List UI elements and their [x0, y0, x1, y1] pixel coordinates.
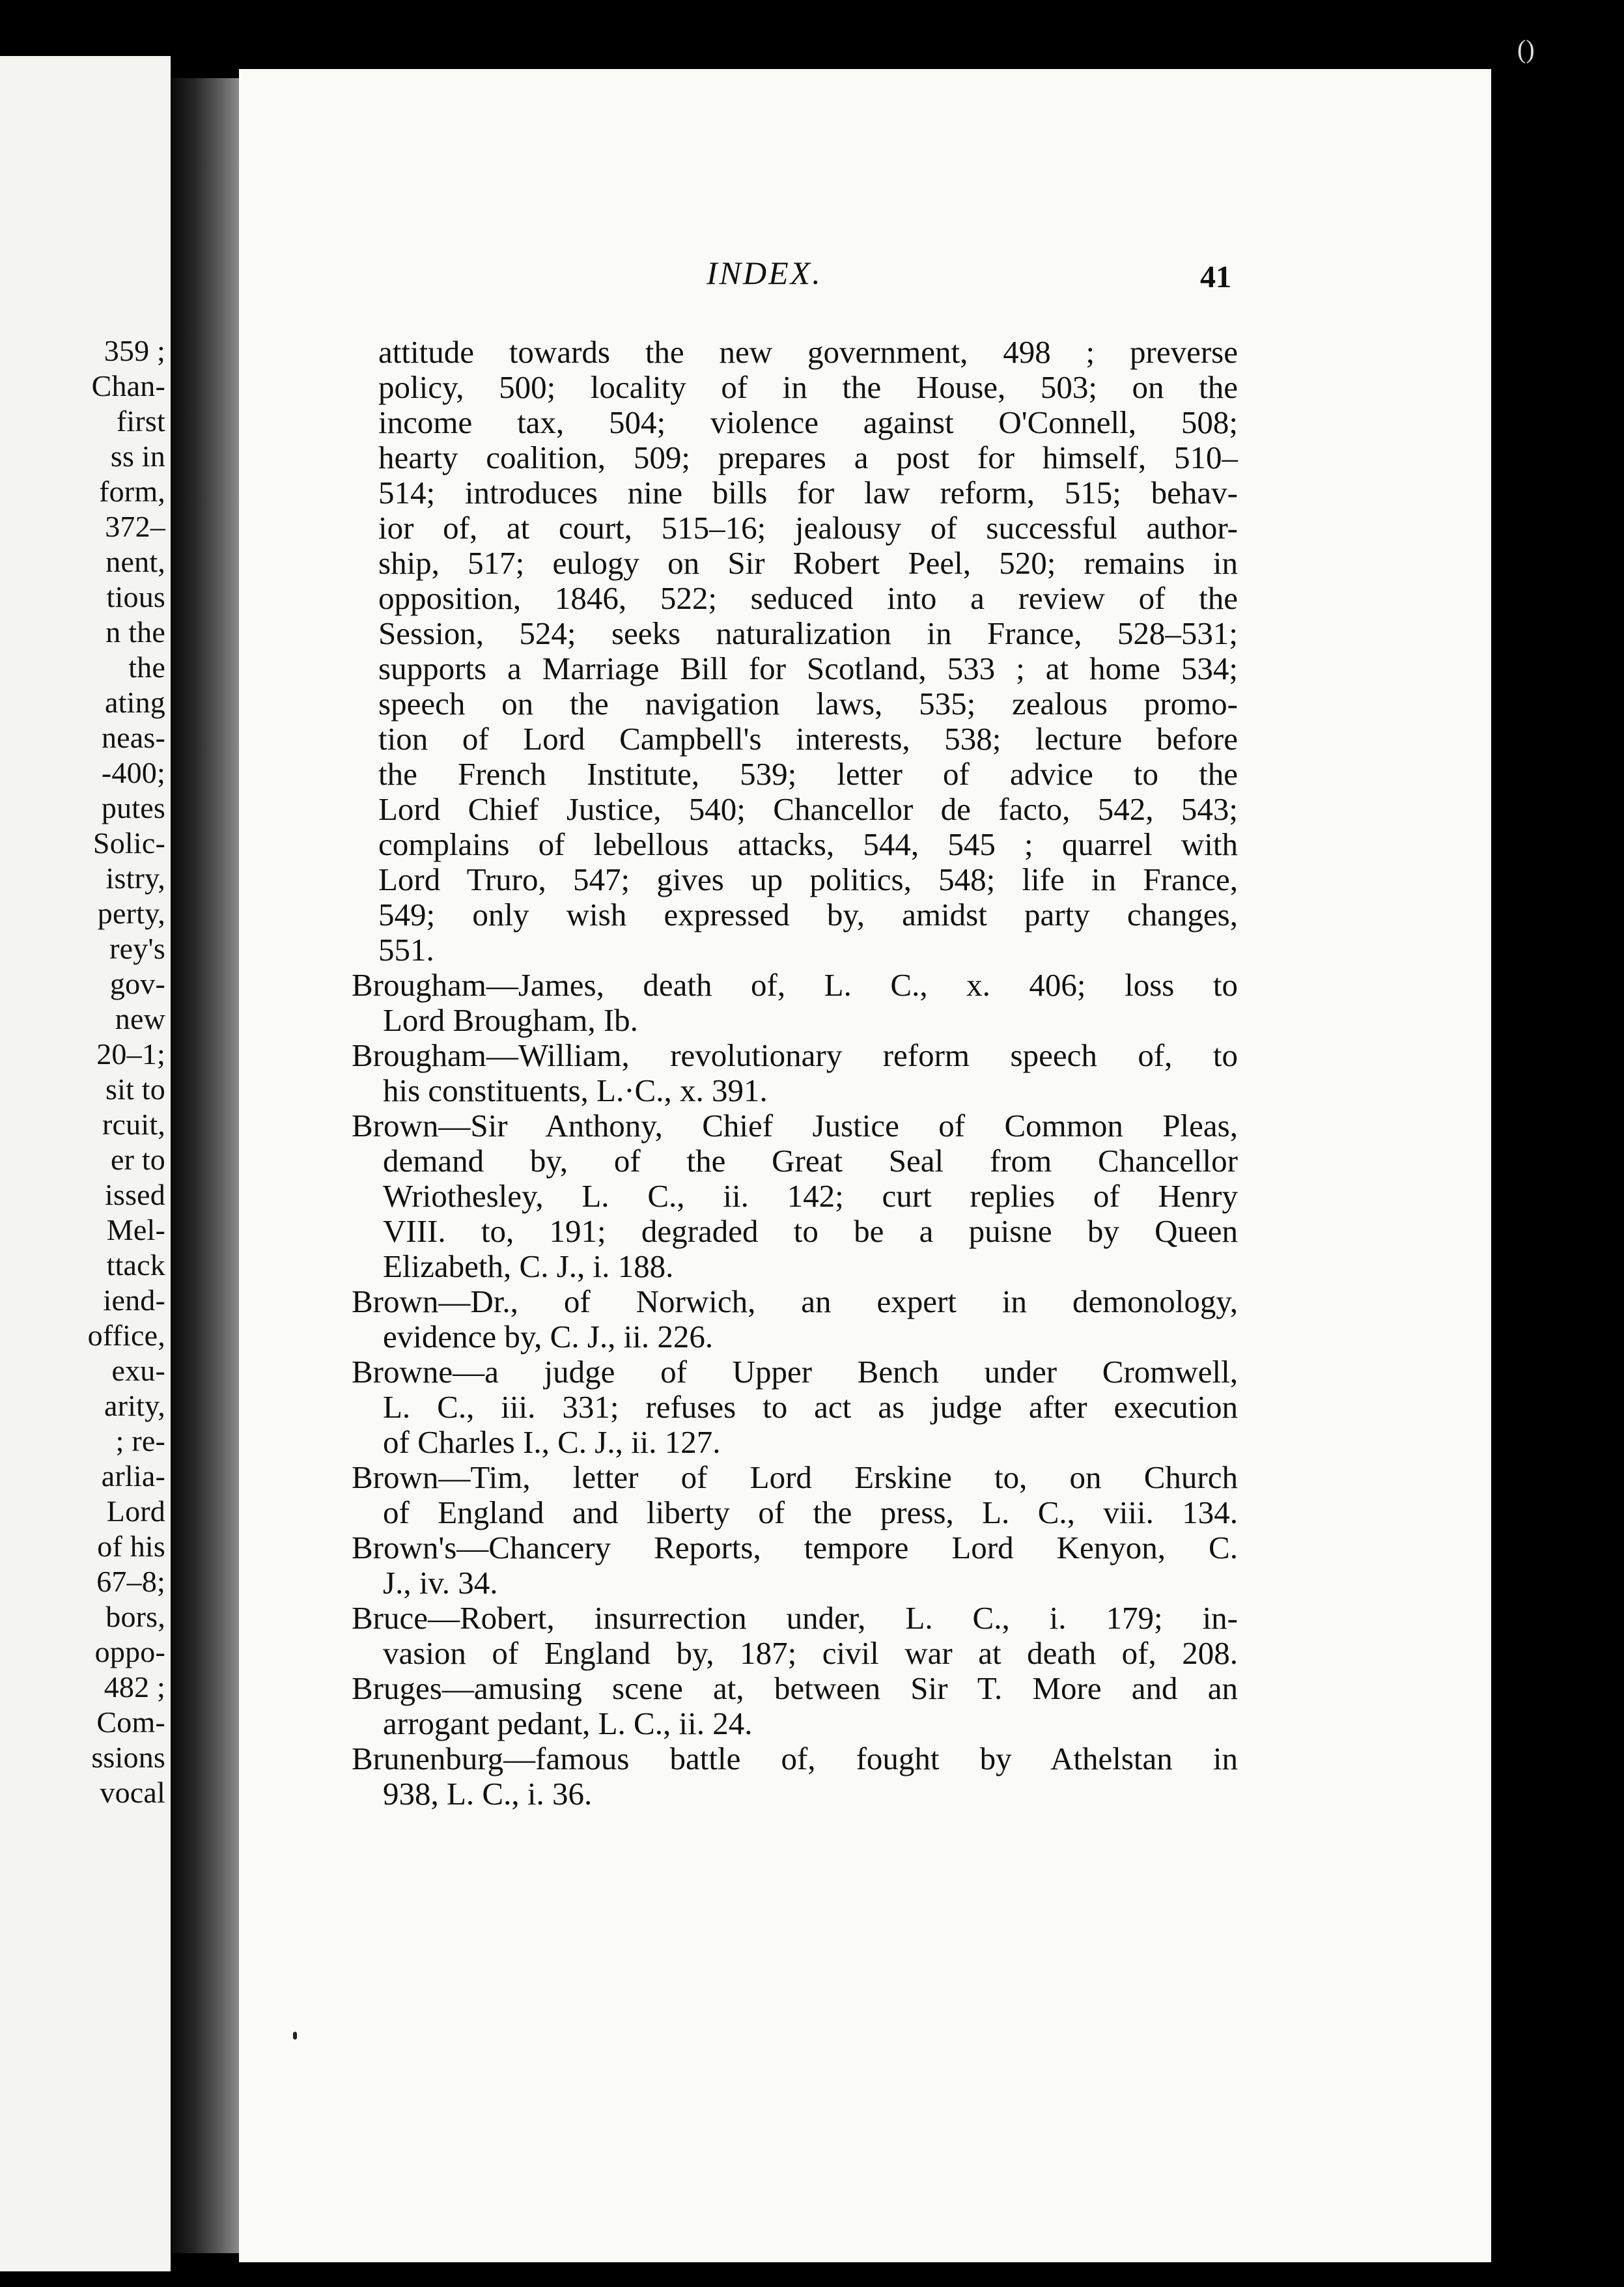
- index-line: complains of lebellous attacks, 544, 545 ; quarrel with: [378, 826, 1238, 862]
- facing-page-line: 67–8;: [96, 1565, 165, 1598]
- facing-page-line: 482 ;: [104, 1670, 165, 1704]
- index-entry-heading: Brown—Sir Anthony, Chief Justice of Common Pleas,: [352, 1108, 1238, 1144]
- facing-page-line: oppo-: [94, 1635, 165, 1668]
- index-line: 551.: [378, 932, 434, 968]
- facing-page-line: putes: [101, 791, 165, 824]
- index-line: Wriothesley, L. C., ii. 142; curt replies of Henry: [383, 1178, 1238, 1214]
- facing-page-line: office,: [87, 1319, 165, 1352]
- facing-page-line: istry,: [105, 862, 165, 895]
- index-entry-heading: Brown's—Chancery Reports, tempore Lord Kenyon, C.: [352, 1530, 1238, 1565]
- index-line: arrogant pedant, L. C., ii. 24.: [383, 1705, 753, 1741]
- facing-page-line: arity,: [104, 1389, 165, 1422]
- facing-page-line: 359 ;: [104, 334, 165, 367]
- index-line: income tax, 504; violence against O'Connell, 508;: [378, 404, 1238, 440]
- facing-page-line: 372–: [105, 510, 165, 543]
- facing-page-line: Chan-: [91, 369, 165, 402]
- book-gutter: [171, 78, 239, 2253]
- facing-page-line: ss in: [110, 440, 165, 473]
- facing-page-line: bors,: [105, 1600, 165, 1633]
- facing-page-line: vocal: [100, 1776, 165, 1809]
- facing-page-line: rcuit,: [102, 1108, 165, 1141]
- index-line: 549; only wish expressed by, amidst party changes,: [378, 897, 1238, 933]
- index-line: supports a Marriage Bill for Scotland, 533 ; at home 534;: [378, 651, 1238, 686]
- facing-page-line: 20–1;: [96, 1037, 165, 1071]
- index-line: L. C., iii. 331; refuses to act as judge after execution: [383, 1389, 1238, 1425]
- index-line: demand by, of the Great Seal from Chancellor: [383, 1143, 1238, 1179]
- facing-page-line: arlia-: [101, 1459, 165, 1493]
- index-entry-heading: Brown—Dr., of Norwich, an expert in demonology,: [352, 1284, 1238, 1319]
- facing-page-line: new: [115, 1002, 165, 1035]
- facing-page-line: n the: [105, 615, 165, 649]
- facing-page-line: ssions: [91, 1741, 165, 1774]
- facing-page-line: ating: [105, 686, 165, 719]
- facing-page-line: perty,: [97, 897, 165, 930]
- facing-page-fragment: [0, 56, 171, 2271]
- page-number: 41: [1200, 260, 1231, 294]
- index-line: Lord Chief Justice, 540; Chancellor de facto, 542, 543;: [378, 791, 1238, 827]
- index-line: vasion of England by, 187; civil war at death of, 208.: [383, 1635, 1238, 1671]
- facing-page-line: tious: [106, 580, 165, 613]
- facing-page-line: iend-: [103, 1284, 165, 1317]
- index-line: attitude towards the new government, 498 ; preverse: [378, 334, 1238, 370]
- facing-page-line: -400;: [101, 756, 165, 789]
- facing-page-line: Mel-: [106, 1213, 165, 1246]
- index-line: speech on the navigation laws, 535; zealous promo-: [378, 686, 1238, 722]
- scan-edge-mark: (): [1517, 35, 1535, 64]
- facing-page-line: ; re-: [115, 1424, 165, 1457]
- index-line: VIII. to, 191; degraded to be a puisne by Queen: [383, 1213, 1238, 1249]
- index-line: 514; introduces nine bills for law reform, 515; behav-: [378, 475, 1238, 511]
- facing-page-line: first: [116, 404, 165, 438]
- index-entry-heading: Brown—Tim, letter of Lord Erskine to, on Church: [352, 1459, 1238, 1495]
- index-entry-heading: Browne—a judge of Upper Bench under Cromwell,: [352, 1354, 1238, 1390]
- facing-page-line: form,: [99, 475, 165, 508]
- facing-page-line: the: [128, 651, 165, 684]
- index-line: hearty coalition, 509; prepares a post for himself, 510–: [378, 440, 1238, 475]
- index-line: Elizabeth, C. J., i. 188.: [383, 1248, 674, 1284]
- index-line: 938, L. C., i. 36.: [383, 1776, 593, 1812]
- facing-page-line: Com-: [96, 1705, 165, 1739]
- facing-page-line: ttack: [106, 1248, 165, 1282]
- index-line: Lord Brougham, Ib.: [383, 1002, 638, 1038]
- index-entry-heading: Bruges—amusing scene at, between Sir T. More and an: [352, 1670, 1238, 1706]
- facing-page-line: Solic-: [92, 826, 165, 860]
- index-entry-heading: Brougham—William, revolutionary reform speech of, to: [352, 1037, 1238, 1073]
- index-line: of England and liberty of the press, L. C., viii. 134.: [383, 1494, 1238, 1530]
- index-entry-heading: Brunenburg—famous battle of, fought by Athelstan in: [352, 1741, 1238, 1776]
- facing-page-line: nent,: [105, 545, 165, 578]
- facing-page-line: er to: [110, 1143, 165, 1176]
- index-line: policy, 500; locality of in the House, 503; on the: [378, 369, 1238, 405]
- index-line: opposition, 1846, 522; seduced into a review of the: [378, 580, 1238, 616]
- index-line: evidence by, C. J., ii. 226.: [383, 1319, 714, 1354]
- index-entry-heading: Bruce—Robert, insurrection under, L. C., i. 179; in-: [352, 1600, 1238, 1636]
- index-line: J., iv. 34.: [383, 1565, 498, 1601]
- facing-page-line: sit to: [105, 1073, 165, 1106]
- facing-page-line: Lord: [106, 1494, 165, 1528]
- facing-page-line: exu-: [111, 1354, 165, 1387]
- index-line: the French Institute, 539; letter of advice to the: [378, 756, 1238, 792]
- index-line: ior of, at court, 515–16; jealousy of successful author-: [378, 510, 1238, 546]
- index-line: ship, 517; eulogy on Sir Robert Peel, 520; remains in: [378, 545, 1238, 581]
- index-entry-heading: Brougham—James, death of, L. C., x. 406; loss to: [352, 967, 1238, 1003]
- facing-page-line: gov-: [109, 967, 165, 1000]
- index-line: Lord Truro, 547; gives up politics, 548; life in France,: [378, 862, 1238, 897]
- facing-page-line: neas-: [101, 721, 165, 754]
- running-head: INDEX.: [707, 255, 822, 291]
- index-line: of Charles I., C. J., ii. 127.: [383, 1424, 721, 1460]
- print-speck: [293, 2032, 297, 2040]
- facing-page-line: rey's: [109, 932, 165, 965]
- index-line: his constituents, L.·C., x. 391.: [383, 1073, 768, 1108]
- facing-page-line: issed: [105, 1178, 165, 1211]
- index-line: Session, 524; seeks naturalization in France, 528–531;: [378, 615, 1238, 651]
- index-line: tion of Lord Campbell's interests, 538; lecture before: [378, 721, 1238, 757]
- facing-page-line: of his: [97, 1530, 165, 1563]
